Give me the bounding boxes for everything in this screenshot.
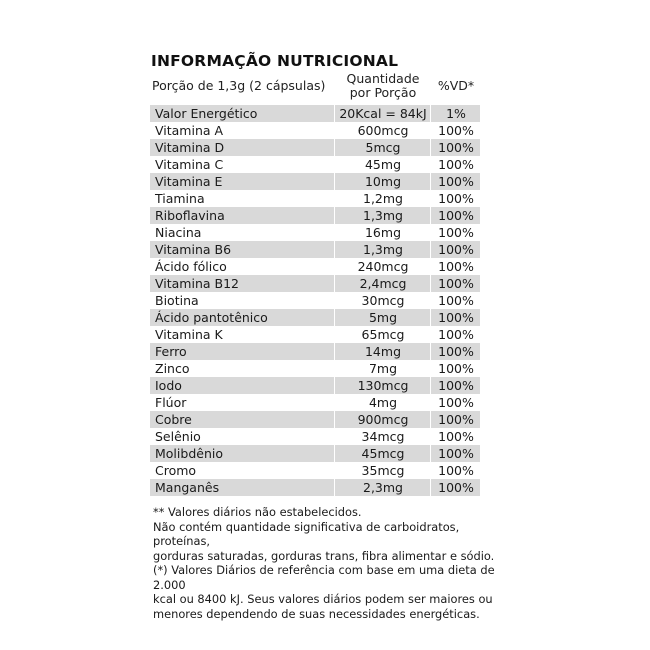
nutrient-daily-value: 100%: [438, 412, 474, 427]
nutrient-daily-value: 100%: [438, 293, 474, 308]
nutrient-daily-value: 100%: [438, 157, 474, 172]
nutrient-daily-value: 100%: [438, 123, 474, 138]
nutrient-name: Cromo: [155, 463, 197, 478]
nutrient-amount: 4mg: [368, 395, 398, 410]
footnote-line: Não contém quantidade significativa de carboidratos, proteínas,: [153, 519, 460, 548]
nutrient-name: Cobre: [155, 412, 192, 427]
nutrient-name: Selênio: [155, 429, 201, 444]
nutrient-amount: 240mcg: [357, 259, 409, 274]
nutrient-amount: 65mcg: [361, 327, 405, 342]
nutrient-amount: 1,2mg: [363, 191, 403, 206]
nutrient-name: Vitamina B12: [155, 276, 239, 291]
nutrient-amount: 45mg: [364, 157, 402, 172]
nutrient-daily-value: 100%: [438, 480, 474, 495]
nutrient-name: Ácido pantotênico: [155, 310, 268, 325]
nutrient-daily-value: 100%: [438, 361, 474, 376]
nutrient-name: Zinco: [155, 361, 190, 376]
nutrient-name: Riboflavina: [155, 208, 225, 223]
nutrient-daily-value: 100%: [438, 344, 474, 359]
quantity-column-header: [338, 72, 428, 100]
nutrient-name: Manganês: [155, 480, 220, 495]
nutrient-daily-value: 100%: [438, 395, 474, 410]
nutrient-name: Vitamina A: [155, 123, 224, 138]
nutrient-name: Vitamina C: [155, 157, 224, 172]
nutrient-name: Flúor: [155, 395, 187, 410]
nutrient-amount: 35mcg: [361, 463, 405, 478]
nutrient-daily-value: 100%: [438, 463, 474, 478]
daily-value-column-header: %VD*: [437, 78, 475, 93]
nutrient-daily-value: 100%: [438, 174, 474, 189]
nutrient-amount: 130mcg: [357, 378, 409, 393]
nutrient-table: [150, 105, 480, 496]
nutrient-amount: 2,4mcg: [359, 276, 407, 291]
nutrient-name: Vitamina E: [155, 174, 223, 189]
footnote-line: gorduras saturadas, gorduras trans, fibra alimentar e sódio.: [153, 548, 495, 563]
nutrient-name: Ácido fólico: [155, 259, 227, 274]
nutrient-name: Niacina: [155, 225, 202, 240]
nutrient-daily-value: 100%: [438, 446, 474, 461]
nutrient-daily-value: 100%: [438, 225, 474, 240]
footnote-line: menores dependendo de suas necessidades energéticas.: [153, 606, 480, 621]
quantity-header-line-2: por Porção: [349, 85, 417, 100]
nutrient-name: Biotina: [155, 293, 199, 308]
nutrient-amount: 1,3mg: [363, 208, 403, 223]
nutrient-name: Iodo: [155, 378, 182, 393]
column-divider: [334, 105, 335, 496]
quantity-header-line-1: Quantidade: [346, 71, 420, 86]
column-divider: [430, 105, 431, 496]
nutrient-daily-value: 100%: [438, 140, 474, 155]
nutrient-amount: 30mcg: [361, 293, 405, 308]
nutrient-name: Vitamina K: [155, 327, 223, 342]
nutrient-amount: 1,3mg: [363, 242, 403, 257]
footnote-line: ** Valores diários não estabelecidos.: [153, 505, 362, 519]
footnotes: [153, 505, 498, 621]
nutrient-amount: 5mcg: [365, 140, 401, 155]
nutrient-amount: 14mg: [364, 344, 402, 359]
nutrient-amount: 7mg: [368, 361, 398, 376]
nutrient-name: Ferro: [155, 344, 187, 359]
nutrient-daily-value: 100%: [438, 208, 474, 223]
nutrient-daily-value: 100%: [438, 429, 474, 444]
nutrient-daily-value: 100%: [438, 191, 474, 206]
nutrient-name: Molibdênio: [155, 446, 223, 461]
nutrient-daily-value: 100%: [438, 259, 474, 274]
nutrient-daily-value: 100%: [438, 276, 474, 291]
nutrient-amount: 900mcg: [357, 412, 409, 427]
serving-size-label: Porção de 1,3g (2 cápsulas): [152, 78, 326, 93]
panel-title: INFORMAÇÃO NUTRICIONAL: [151, 52, 399, 70]
nutrient-name: Vitamina D: [155, 140, 225, 155]
nutrient-amount: 20Kcal = 84kJ: [339, 106, 427, 121]
nutrient-amount: 16mg: [364, 225, 402, 240]
nutrient-amount: 2,3mg: [363, 480, 403, 495]
nutrient-daily-value: 100%: [438, 310, 474, 325]
nutrient-amount: 34mcg: [361, 429, 405, 444]
nutrient-daily-value: 1%: [446, 106, 466, 121]
footnote-line: kcal ou 8400 kJ. Seus valores diários podem ser maiores ou: [153, 592, 493, 606]
nutrient-amount: 45mcg: [361, 446, 405, 461]
nutrient-amount: 10mg: [364, 174, 402, 189]
table-header: [150, 72, 480, 105]
nutrition-facts-panel: [150, 50, 480, 496]
footnote-line: (*) Valores Diários de referência com base em uma dieta de 2.000: [153, 563, 495, 592]
nutrient-name: Vitamina B6: [155, 242, 232, 257]
nutrient-name: Valor Energético: [155, 106, 258, 121]
nutrient-amount: 600mcg: [357, 123, 409, 138]
nutrient-daily-value: 100%: [438, 242, 474, 257]
nutrient-amount: 5mg: [368, 310, 398, 325]
nutrient-daily-value: 100%: [438, 378, 474, 393]
nutrient-name: Tiamina: [155, 191, 205, 206]
nutrient-daily-value: 100%: [438, 327, 474, 342]
